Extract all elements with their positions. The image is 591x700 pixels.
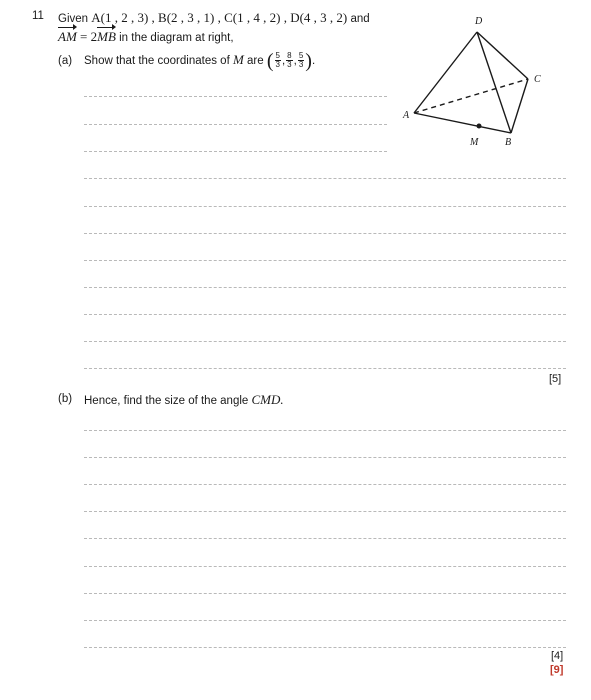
question-intro-line1 <box>58 10 370 26</box>
given-points: A(1 , 2 , 3) , B(2 , 3 , 1) , C(1 , 4 , 2) , D(4 , 3 , 2) <box>91 10 348 25</box>
close-paren: ) <box>305 49 312 72</box>
are-word: are <box>247 55 264 67</box>
question-number: 11 <box>32 10 44 22</box>
part-a-marks: [5] <box>549 373 562 385</box>
part-a-label: (a) <box>58 55 73 67</box>
part-b-text: Hence, find the size of the angle <box>84 395 249 407</box>
answer-line[interactable] <box>84 484 566 485</box>
vector-mb: MB <box>97 29 116 44</box>
answer-line[interactable] <box>84 341 566 342</box>
vertex-b-label: B <box>505 137 512 148</box>
tetrahedron-diagram <box>395 10 555 150</box>
open-paren: ( <box>266 49 274 72</box>
answer-line[interactable] <box>84 647 566 648</box>
vertex-a-label: A <box>403 110 410 121</box>
point-m-marker <box>477 124 482 129</box>
answer-line[interactable] <box>84 124 387 125</box>
answer-line[interactable] <box>84 178 566 179</box>
point-m-label: M <box>470 137 479 148</box>
answer-line[interactable] <box>84 151 387 152</box>
part-b-label: (b) <box>58 393 73 405</box>
vector-am: AM <box>58 29 77 44</box>
answer-line[interactable] <box>84 96 387 97</box>
answer-line[interactable] <box>84 368 566 369</box>
answer-line[interactable] <box>84 620 566 621</box>
edge-ac-hidden <box>414 79 528 113</box>
total-marks: [9] <box>550 664 564 676</box>
answer-line[interactable] <box>84 566 566 567</box>
answer-line[interactable] <box>84 206 566 207</box>
angle-cmd: CMD. <box>251 392 284 407</box>
fraction-y: $\frac{8}{3}$ <box>287 51 292 70</box>
part-b-question <box>84 392 284 408</box>
part-a-text: Show that the coordinates of <box>84 55 230 67</box>
intro-tail: in the diagram at right, <box>119 32 234 44</box>
vertex-c-label: C <box>534 74 541 85</box>
fraction-x: $\frac{5}{3}$ <box>275 51 280 70</box>
question-intro-line2 <box>58 29 234 45</box>
answer-line[interactable] <box>84 457 566 458</box>
answer-line[interactable] <box>84 287 566 288</box>
answer-line[interactable] <box>84 593 566 594</box>
answer-line[interactable] <box>84 314 566 315</box>
answer-line[interactable] <box>84 430 566 431</box>
answer-line[interactable] <box>84 233 566 234</box>
fraction-z: $\frac{5}{3}$ <box>298 51 304 70</box>
given-word: Given <box>58 13 89 25</box>
answer-line[interactable] <box>84 511 566 512</box>
vertex-d-label: D <box>475 16 483 27</box>
tetrahedron-edges <box>414 32 528 133</box>
edge-bc <box>511 79 528 133</box>
edge-da <box>414 32 477 113</box>
part-b-marks: [4] <box>551 650 564 662</box>
edge-ab <box>414 113 511 133</box>
and-word: and <box>350 13 370 25</box>
point-m: M <box>232 52 244 67</box>
answer-line[interactable] <box>84 538 566 539</box>
vector-equals: = 2 <box>76 29 98 44</box>
part-a-question: Show that the coordinates of M are ( $\frac{5}{3}$ , $\frac{8}{3}$ , $\frac{5}{3}$ ). <box>84 49 316 72</box>
answer-line[interactable] <box>84 260 566 261</box>
